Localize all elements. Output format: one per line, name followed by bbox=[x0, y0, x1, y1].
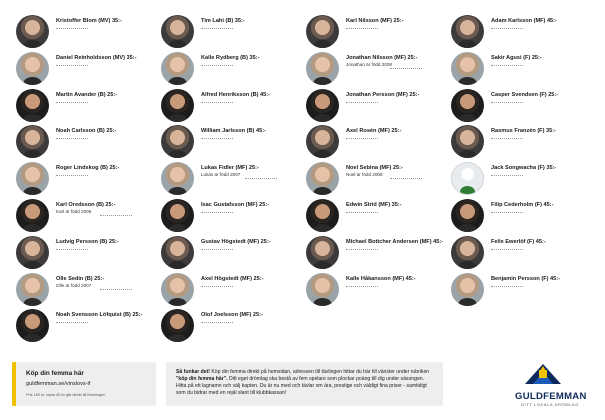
player-name: Benjamin Persson (F) 45:- bbox=[491, 275, 561, 282]
player-photo bbox=[306, 236, 339, 269]
player-grid bbox=[16, 15, 596, 345]
player-dotted-line bbox=[56, 102, 88, 103]
player-card bbox=[306, 125, 446, 161]
how-it-works-rest: Ditt eget drömlag ska bestå av fem spelare som plockar poäng till dig under säsongen. Hitta på ett lagnamn och välj kapten. Du är nu med och tävlar om ära, prestige och väldigt fina priser - samtidigt som du bidrar med en rejäl slant till klubbkassan! bbox=[176, 376, 427, 396]
player-dotted-line bbox=[491, 212, 523, 213]
player-photo bbox=[306, 199, 339, 232]
player-note: Olle är född 2007 bbox=[56, 282, 92, 288]
player-note: Karl är född 2006 bbox=[56, 209, 92, 214]
player-name: Ludvig Persson (B) 25:- bbox=[56, 238, 119, 245]
player-photo bbox=[451, 162, 484, 195]
player-name: Alfred Henriksson (B) 45:- bbox=[201, 91, 271, 98]
player-card bbox=[161, 162, 301, 198]
player-card bbox=[451, 162, 591, 198]
player-card bbox=[306, 273, 446, 309]
buy-url[interactable]: guldfemman.se/vinslovs-if bbox=[26, 381, 91, 387]
player-photo bbox=[16, 236, 49, 269]
player-name: Axel Högstedt (MF) 25:- bbox=[201, 275, 264, 282]
player-dotted-line bbox=[201, 28, 233, 29]
player-dotted-line bbox=[491, 138, 523, 139]
player-name: Noah Svensson Löfquist (B) 25:- bbox=[56, 312, 143, 319]
logo-tagline: DITT LOKALA DRÖMLAG bbox=[521, 402, 580, 407]
player-photo bbox=[16, 199, 49, 232]
player-photo bbox=[161, 236, 194, 269]
player-dotted-line bbox=[56, 322, 88, 323]
how-it-works-lead: Så funkar det! bbox=[176, 369, 210, 375]
player-photo bbox=[306, 89, 339, 122]
player-name: Axel Rosén (MF) 25:- bbox=[346, 128, 402, 135]
player-dotted-line bbox=[201, 138, 233, 139]
player-photo bbox=[161, 15, 194, 48]
player-photo bbox=[16, 15, 49, 48]
player-photo bbox=[306, 273, 339, 306]
player-card bbox=[451, 15, 591, 51]
player-dotted-line bbox=[201, 249, 233, 250]
player-dotted-line bbox=[346, 249, 378, 250]
player-name: Kalle Rydberg (B) 35:- bbox=[201, 54, 260, 61]
logo-mark-icon bbox=[523, 362, 563, 386]
player-card bbox=[16, 309, 156, 345]
player-card bbox=[451, 236, 591, 272]
player-card bbox=[451, 125, 591, 161]
logo-name: GULDFEMMAN bbox=[515, 391, 587, 402]
player-card bbox=[16, 15, 156, 51]
player-dotted-line bbox=[100, 289, 132, 290]
player-dotted-line bbox=[100, 215, 132, 216]
player-card bbox=[16, 273, 156, 309]
player-name: Filip Cederholm (F) 45:- bbox=[491, 202, 554, 208]
player-photo bbox=[16, 273, 49, 306]
player-dotted-line bbox=[201, 286, 233, 287]
player-dotted-line bbox=[346, 28, 378, 29]
player-name: Karl Nilsson (MF) 25:- bbox=[346, 18, 404, 24]
player-card bbox=[451, 52, 591, 88]
player-photo bbox=[161, 273, 194, 306]
player-card bbox=[161, 89, 301, 125]
player-dotted-line bbox=[245, 178, 277, 179]
player-name: Roger Lindskog (B) 25:- bbox=[56, 165, 120, 172]
player-name: Edwin Strid (MF) 35:- bbox=[346, 202, 402, 208]
player-name: Daniel Reinholdsson (MV) 35:- bbox=[56, 54, 137, 61]
player-card bbox=[451, 273, 591, 309]
player-name: William Jarlsson (B) 45:- bbox=[201, 128, 266, 135]
player-card bbox=[451, 89, 591, 125]
player-photo bbox=[451, 89, 484, 122]
player-note: Lukas är född 2007 bbox=[201, 172, 241, 178]
player-dotted-line bbox=[491, 65, 523, 66]
how-it-works-quote: "köp din femma här". bbox=[176, 376, 228, 382]
player-card bbox=[16, 199, 156, 235]
player-name: Martin Avander (B) 25:- bbox=[56, 91, 118, 98]
player-name: Sakir Agusi (F) 25:- bbox=[491, 54, 542, 61]
player-card bbox=[306, 15, 446, 51]
player-name: Felix Ewerlöf (F) 45:- bbox=[491, 238, 546, 245]
player-card bbox=[306, 236, 446, 272]
buy-title: Köp din femma här bbox=[26, 370, 84, 377]
player-name: Jonathan Nilsson (MF) 25:- bbox=[346, 54, 418, 61]
player-note: Noel är född 2008 bbox=[346, 172, 383, 178]
player-name: Olle Sedin (B) 25:- bbox=[56, 275, 105, 282]
player-card bbox=[161, 15, 301, 51]
player-dotted-line bbox=[346, 138, 378, 139]
player-photo bbox=[161, 162, 194, 195]
player-name: Karl Oredsson (B) 25:- bbox=[56, 202, 116, 208]
player-dotted-line bbox=[491, 249, 523, 250]
player-photo bbox=[451, 52, 484, 85]
player-dotted-line bbox=[346, 102, 378, 103]
player-name: Rasmus Franzén (F) 35:- bbox=[491, 128, 556, 135]
player-name: Michael Bottcher Andersen (MF) 45:- bbox=[346, 238, 444, 245]
player-card bbox=[306, 89, 446, 125]
player-photo bbox=[451, 15, 484, 48]
player-photo bbox=[161, 52, 194, 85]
how-it-works-box bbox=[166, 362, 443, 406]
player-dotted-line bbox=[346, 286, 378, 287]
player-card bbox=[161, 199, 301, 235]
player-photo bbox=[451, 199, 484, 232]
player-photo bbox=[161, 309, 194, 342]
player-photo bbox=[16, 89, 49, 122]
player-card bbox=[451, 199, 591, 235]
player-name: Noah Carlsson (B) 25:- bbox=[56, 128, 117, 135]
player-dotted-line bbox=[346, 212, 378, 213]
player-dotted-line bbox=[56, 65, 88, 66]
player-card bbox=[161, 52, 301, 88]
player-photo bbox=[161, 125, 194, 158]
player-dotted-line bbox=[491, 175, 523, 176]
player-photo bbox=[16, 309, 49, 342]
player-photo bbox=[161, 199, 194, 232]
player-photo bbox=[451, 236, 484, 269]
player-card bbox=[306, 162, 446, 198]
guldfemman-logo bbox=[515, 362, 593, 408]
player-card bbox=[161, 309, 301, 345]
player-card bbox=[161, 236, 301, 272]
player-dotted-line bbox=[491, 28, 523, 29]
player-dotted-line bbox=[56, 28, 88, 29]
player-dotted-line bbox=[201, 102, 233, 103]
player-dotted-line bbox=[201, 322, 233, 323]
player-photo bbox=[161, 89, 194, 122]
buy-price-note: Pris 160 kr, varav 80 kr går direkt till föreningen bbox=[26, 393, 106, 397]
player-card bbox=[161, 273, 301, 309]
player-photo bbox=[306, 162, 339, 195]
player-name: Adam Karlsson (MF) 45:- bbox=[491, 18, 557, 24]
player-photo bbox=[306, 52, 339, 85]
player-card bbox=[16, 52, 156, 88]
player-photo bbox=[451, 125, 484, 158]
player-photo bbox=[16, 52, 49, 85]
player-dotted-line bbox=[390, 68, 422, 69]
player-dotted-line bbox=[201, 212, 233, 213]
player-name: Tim Lahi (B) 35:- bbox=[201, 18, 245, 24]
player-dotted-line bbox=[491, 102, 523, 103]
player-dotted-line bbox=[56, 249, 88, 250]
player-card bbox=[161, 125, 301, 161]
player-photo bbox=[16, 162, 49, 195]
player-dotted-line bbox=[201, 65, 233, 66]
player-card bbox=[16, 236, 156, 272]
player-dotted-line bbox=[56, 138, 88, 139]
player-name: Jonathan Persson (MF) 25:- bbox=[346, 91, 420, 98]
player-card bbox=[16, 162, 156, 198]
player-photo bbox=[306, 15, 339, 48]
player-card bbox=[306, 52, 446, 88]
player-name: Olof Joelsson (MF) 25:- bbox=[201, 312, 263, 319]
how-it-works-body: Köp din femma direkt på hemsidan, adressen till tävlingen hittar du här till vänster under rubriken bbox=[211, 369, 430, 375]
how-it-works-text bbox=[176, 369, 435, 397]
player-dotted-line bbox=[390, 178, 422, 179]
player-name: Lukas Fidler (MF) 25:- bbox=[201, 165, 259, 172]
player-photo bbox=[451, 273, 484, 306]
player-name: Noel Sebina (MF) 25:- bbox=[346, 165, 403, 172]
buy-box[interactable] bbox=[12, 362, 156, 406]
player-name: Jack Songwacha (F) 35:- bbox=[491, 165, 557, 172]
player-note: Jonathan är född 2008 bbox=[346, 61, 392, 67]
player-photo bbox=[16, 125, 49, 158]
player-dotted-line bbox=[56, 175, 88, 176]
player-card bbox=[16, 125, 156, 161]
player-name: Gustav Högstedt (MF) 25:- bbox=[201, 238, 271, 245]
player-photo bbox=[306, 125, 339, 158]
player-dotted-line bbox=[491, 286, 523, 287]
player-card bbox=[306, 199, 446, 235]
player-name: Isac Gustafsson (MF) 25:- bbox=[201, 202, 270, 208]
player-name: Casper Svendsen (F) 25:- bbox=[491, 91, 559, 98]
player-name: Kristoffer Blom (MV) 35:- bbox=[56, 18, 122, 24]
player-name: Kalle Håkansson (MF) 45:- bbox=[346, 275, 416, 282]
player-card bbox=[16, 89, 156, 125]
